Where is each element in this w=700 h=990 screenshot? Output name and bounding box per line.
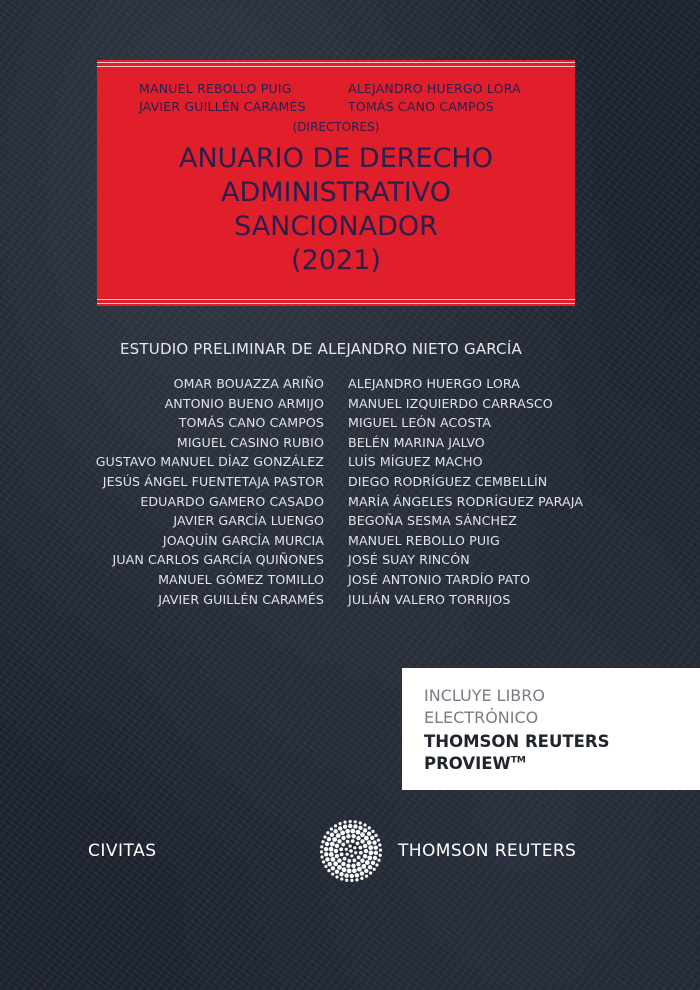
proview-name: PROVIEW — [424, 754, 511, 773]
logo-dot — [357, 856, 361, 860]
logo-dot — [331, 866, 335, 870]
logo-dot — [360, 877, 363, 880]
book-title-line: ANUARIO DE DERECHO — [179, 143, 493, 174]
director-name: TOMÁS CANO CAMPOS — [348, 99, 494, 114]
logo-dot — [345, 848, 348, 851]
author-name: JULIÁN VALERO TORRIJOS — [348, 591, 511, 607]
logo-dot — [371, 830, 374, 833]
director-name: ALEJANDRO HUERGO LORA — [348, 81, 521, 96]
logo-dot — [351, 864, 355, 868]
logo-dot — [377, 859, 380, 862]
preliminary-study: ESTUDIO PRELIMINAR DE ALEJANDRO NIETO GARCÍA — [120, 340, 522, 358]
logo-dot — [355, 873, 359, 877]
logo-dot — [341, 843, 345, 847]
logo-dot — [356, 836, 360, 840]
logo-dot — [359, 851, 363, 855]
author-name: MIGUEL LEÓN ACOSTA — [348, 415, 492, 431]
author-name: GUSTAVO MANUEL DÍAZ GONZÁLEZ — [95, 454, 324, 470]
author-name: BEGOÑA SESMA SÁNCHEZ — [348, 513, 517, 529]
logo-dot — [337, 858, 341, 862]
author-name: JAVIER GUILLÉN CARAMÉS — [158, 591, 324, 607]
logo-dot — [333, 861, 338, 866]
panel-rule-top-2 — [97, 66, 575, 67]
proview-line: INCLUYE LIBRO — [424, 686, 545, 705]
logo-dot — [346, 853, 349, 856]
author-name: MANUEL IZQUIERDO CARRASCO — [348, 395, 553, 411]
logo-dot — [351, 834, 355, 838]
book-title — [97, 142, 575, 278]
logo-dot — [379, 849, 382, 852]
logo-dot — [363, 828, 367, 832]
logo-dot — [340, 830, 345, 835]
logo-dot — [353, 859, 357, 863]
logo-dot — [334, 824, 337, 827]
author-name: JUAN CARLOS GARCÍA QUIÑONES — [112, 552, 324, 568]
logo-dot — [364, 869, 368, 873]
logo-dot — [356, 841, 360, 845]
logo-dot — [350, 874, 354, 878]
logo-dot — [329, 847, 334, 852]
logo-dot — [346, 834, 350, 838]
logo-dot — [364, 849, 368, 853]
logo-dot — [361, 864, 366, 869]
logo-dot — [349, 844, 352, 847]
logo-dot — [334, 829, 338, 833]
logo-dot — [324, 865, 327, 868]
logo-dot — [326, 831, 329, 834]
logo-dot — [356, 862, 360, 866]
logo-dot — [346, 840, 350, 844]
logo-dot — [339, 822, 342, 825]
logo-dot — [337, 865, 342, 870]
logo-dot — [368, 826, 371, 829]
logo-dot — [343, 825, 347, 829]
logo-dot — [367, 840, 372, 845]
author-name: JESÚS ÁNGEL FUENTETAJA PASTOR — [102, 473, 324, 489]
logo-dot — [369, 871, 372, 874]
author-name: JOSÉ ANTONIO TARDÍO PATO — [348, 571, 531, 587]
logo-dot — [372, 840, 376, 844]
logo-dot — [369, 850, 374, 855]
author-name: TOMÁS CANO CAMPOS — [178, 415, 324, 431]
logo-dot — [324, 852, 328, 856]
logo-dot — [336, 833, 341, 838]
logo-dot — [322, 860, 325, 863]
author-name: MIGUEL CASINO RUBIO — [176, 434, 324, 450]
panel-rule-bottom-1 — [97, 299, 575, 300]
panel-rule-top-1 — [97, 62, 575, 63]
logo-dot — [330, 827, 333, 830]
logo-dot — [373, 868, 376, 871]
logo-dot — [325, 857, 329, 861]
logo-dot — [342, 867, 347, 872]
logo-dot — [349, 849, 353, 853]
logo-dot — [346, 864, 350, 868]
proview-badge — [402, 668, 700, 790]
logo-dot — [378, 843, 381, 846]
logo-dot — [334, 849, 338, 853]
logo-dot — [347, 869, 352, 874]
book-title-line: ADMINISTRATIVO — [220, 177, 452, 208]
logo-dot — [363, 854, 367, 858]
proview-line: THOMSON REUTERS — [424, 732, 610, 751]
title-panel — [97, 60, 575, 306]
logo-dot — [335, 854, 339, 858]
logo-dot — [343, 821, 346, 824]
logo-dot — [354, 820, 357, 823]
logo-dot — [329, 852, 334, 857]
directors-role: (DIRECTORES) — [292, 120, 380, 134]
author-name: JOAQUÍN GARCÍA MURCIA — [162, 532, 324, 548]
logo-dot — [367, 856, 372, 861]
logo-dot — [368, 865, 372, 869]
logo-dot — [327, 837, 331, 841]
logo-dot — [377, 839, 380, 842]
logo-dot — [356, 830, 361, 835]
logo-dot — [321, 855, 324, 858]
director-name: JAVIER GUILLÉN CARAMÉS — [139, 99, 306, 114]
logo-dot — [328, 862, 332, 866]
book-title-line: SANCIONADOR — [234, 211, 438, 242]
logo-dot — [375, 863, 378, 866]
logo-dot — [373, 856, 377, 860]
logo-dot — [348, 824, 352, 828]
logo-dot — [345, 879, 348, 882]
logo-dot — [320, 845, 323, 848]
logo-dot — [335, 844, 339, 848]
logo-dot — [374, 851, 378, 855]
book-title-line: (2021) — [291, 245, 381, 276]
logo-dot — [364, 836, 369, 841]
trademark-mark: TM — [510, 755, 526, 766]
logo-dot — [359, 821, 362, 824]
thomson-reuters-logo-icon — [320, 820, 382, 882]
logo-dot — [359, 846, 363, 850]
logo-dot — [343, 857, 347, 861]
logo-dot — [354, 851, 357, 854]
logo-dot — [339, 847, 343, 851]
logo-dot — [327, 869, 330, 872]
logo-dot — [350, 854, 353, 857]
logo-dot — [375, 834, 378, 837]
logo-dot — [330, 857, 335, 862]
logo-dot — [351, 839, 355, 843]
logo-dot — [335, 875, 338, 878]
logo-dot — [360, 871, 364, 875]
logo-dot — [357, 867, 362, 872]
logo-dot — [341, 862, 345, 866]
logo-dot — [379, 854, 382, 857]
logo-dot — [352, 868, 357, 873]
author-name: ALEJANDRO HUERGO LORA — [348, 376, 520, 391]
logo-dot — [365, 875, 368, 878]
logo-dot — [360, 858, 364, 862]
logo-dot — [368, 845, 373, 850]
logo-dot — [330, 842, 335, 847]
author-name: BELÉN MARINA JALVO — [348, 434, 485, 450]
logo-dot — [320, 850, 323, 853]
logo-dot — [350, 829, 355, 834]
author-name: DIEGO RODRÍGUEZ CEMBELLÍN — [348, 473, 548, 489]
author-name: MARÍA ÁNGELES RODRÍGUEZ PARAJA — [348, 493, 584, 509]
author-name: OMAR BOUAZZA ARIÑO — [173, 376, 324, 391]
logo-dot — [338, 826, 342, 830]
author-name: ANTONIO BUENO ARMIJO — [164, 395, 324, 411]
logo-dot — [358, 826, 362, 830]
logo-dot — [365, 860, 370, 865]
logo-dot — [321, 840, 324, 843]
logo-dot — [330, 833, 334, 837]
logo-dot — [353, 824, 357, 828]
logo-dot — [347, 859, 351, 863]
logo-dot — [355, 878, 358, 881]
author-name: LUÍS MÍGUEZ MACHO — [348, 454, 483, 470]
imprint-name: CIVITAS — [88, 841, 157, 861]
author-name: MANUEL REBOLLO PUIG — [348, 532, 500, 548]
logo-dot — [337, 839, 341, 843]
logo-dot — [340, 877, 343, 880]
logo-dot — [350, 879, 353, 882]
logo-dot — [374, 845, 378, 849]
logo-dot — [341, 836, 345, 840]
logo-dot — [353, 846, 356, 849]
proview-product — [424, 754, 526, 773]
publisher-name: THOMSON REUTERS — [398, 841, 577, 861]
logo-dot — [323, 835, 326, 838]
logo-dot — [324, 847, 328, 851]
logo-dot — [370, 836, 374, 840]
panel-rule-bottom-2 — [97, 303, 575, 304]
logo-dot — [360, 839, 364, 843]
director-name: MANUEL REBOLLO PUIG — [139, 81, 292, 96]
logo-dot — [340, 853, 344, 857]
author-name: JOSÉ SUAY RINCÓN — [348, 552, 470, 568]
logo-dot — [363, 844, 367, 848]
author-name: EDUARDO GAMERO CASADO — [140, 493, 324, 509]
logo-dot — [339, 872, 343, 876]
logo-dot — [332, 837, 337, 842]
author-name: MANUEL GÓMEZ TOMILLO — [158, 571, 324, 587]
logo-dot — [331, 873, 334, 876]
author-name: JAVIER GARCÍA LUENGO — [173, 513, 324, 529]
logo-dot — [360, 832, 365, 837]
authors-right-column — [348, 374, 583, 609]
logo-dot — [344, 873, 348, 877]
authors-left-column — [96, 374, 324, 609]
logo-dot — [325, 842, 329, 846]
logo-dot — [371, 861, 375, 865]
logo-dot — [335, 869, 339, 873]
logo-dot — [345, 829, 350, 834]
logo-dot — [363, 823, 366, 826]
logo-dot — [367, 832, 371, 836]
logo-dot — [349, 820, 352, 823]
proview-line: ELECTRÓNICO — [424, 708, 539, 727]
